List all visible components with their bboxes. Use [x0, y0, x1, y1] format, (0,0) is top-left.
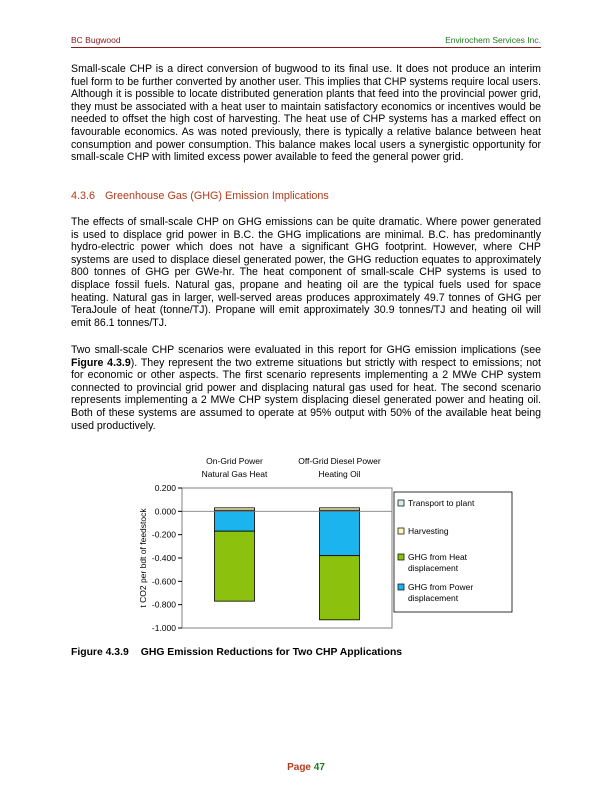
y-tick-label: 0.200	[154, 483, 176, 493]
y-tick-label: -1.000	[151, 623, 176, 633]
scenarios-text-b: ). They represent the two extreme situations but strictly with respect to emissions; not for economic or other aspects. The first scenario represents implementing a 2 MWe CHP system connected to provincial grid power and displacing natural gas used for heat. The second scenario represents implementing a 2 MWe CHP system displacing diesel generated power and heating oil. Both of these systems are assumed to operate at 95% output with 50% of the available heat being used productively.	[71, 356, 541, 432]
y-tick-label: -0.400	[151, 553, 176, 563]
paragraph-chp-overview: Small-scale CHP is a direct conversion of bugwood to its final use. It does not produce an interim fuel form to be further converted by another user. This implies that CHP systems require local users. Although it is possible to locate distributed generation plants that feed into the provincial power grid, they must be associated with a heat user to maintain satisfactory economics or incentives would be needed to offset the high cost of harvesting. The heat use of CHP systems has a marked effect on favourable economics. As was noted previously, there is typically a relative balance between heat consumption and power consumption. This balance makes local users a synergistic opportunity for small-scale CHP with limited excess power available to feed the general power grid.	[71, 63, 541, 164]
bar-segment	[215, 511, 255, 531]
section-number: 4.3.6	[71, 190, 96, 202]
legend-swatch	[398, 500, 404, 506]
y-tick-label: 0.000	[154, 506, 176, 517]
page-number	[0, 762, 612, 773]
paragraph-ghg-effects: The effects of small-scale CHP on GHG emissions can be quite dramatic. Where power generated is used to displace grid power in B.C. the GHG implications are minimal. B.C. has predominantly hydro-electric power which does not have a significant GHG footprint. However, where CHP systems are used to displace diesel generated power, the GHG reduction equates to approximately 800 tonnes of GHG per GWe-hr. The heat component of small-scale CHP systems is used to displace fossil fuels. Natural gas, propane and heating oil are the typical fuels used for space heating. Natural gas in larger, well-served areas produces approximately 49.7 tonnes of GHG per TeraJoule of heat (tonne/TJ). Propane will emit approximately 30.9 tonnes/TJ and heating oil will emit 86.1 tonnes/TJ.	[71, 216, 541, 329]
legend-label: Harvesting	[408, 526, 449, 536]
bar-segment	[320, 556, 360, 620]
scenarios-text-a: Two small-scale CHP scenarios were evaluated in this report for GHG emission implications (see	[71, 344, 541, 356]
page-number-value: 47	[313, 762, 325, 773]
category-label: Natural Gas Heat	[201, 469, 268, 479]
category-label: Off-Grid Diesel Power	[298, 456, 381, 466]
figure-caption-text: GHG Emission Reductions for Two CHP Applications	[140, 647, 403, 658]
figure-caption	[71, 647, 402, 658]
legend-swatch	[398, 584, 404, 590]
y-tick-label: -0.800	[151, 599, 176, 610]
header-right-title: Envirochem Services Inc.	[445, 35, 541, 45]
header-left-title: BC Bugwood	[71, 35, 121, 45]
page-header	[71, 33, 541, 48]
paragraph-scenarios	[71, 344, 541, 432]
legend-label: GHG from Power	[408, 582, 474, 592]
bar-segment	[215, 531, 255, 601]
page-number-label: Page	[287, 762, 311, 773]
figure-reference: Figure 4.3.9	[71, 356, 131, 369]
legend-swatch	[398, 554, 404, 560]
legend-label: displacement	[408, 593, 459, 603]
category-label: On-Grid Power	[206, 456, 263, 466]
section-title: Greenhouse Gas (GHG) Emission Implications	[105, 190, 329, 202]
category-label: Heating Oil	[318, 469, 361, 479]
ghg-chart	[130, 452, 550, 642]
legend-label: Transport to plant	[408, 498, 475, 508]
section-heading	[71, 190, 329, 202]
bar-segment	[320, 511, 360, 555]
y-axis-label: t CO2 per bdt of feedstock	[138, 508, 148, 608]
ghg-chart-svg	[130, 452, 550, 642]
bar-segment	[320, 508, 360, 510]
legend-label: GHG from Heat	[408, 552, 468, 562]
legend-label: displacement	[408, 563, 459, 573]
figure-caption-number: Figure 4.3.9	[71, 647, 129, 658]
plot-area	[182, 488, 392, 628]
y-tick-label: -0.200	[151, 529, 176, 540]
y-tick-label: -0.600	[151, 576, 176, 587]
legend-swatch	[398, 528, 404, 534]
bar-segment	[215, 508, 255, 510]
